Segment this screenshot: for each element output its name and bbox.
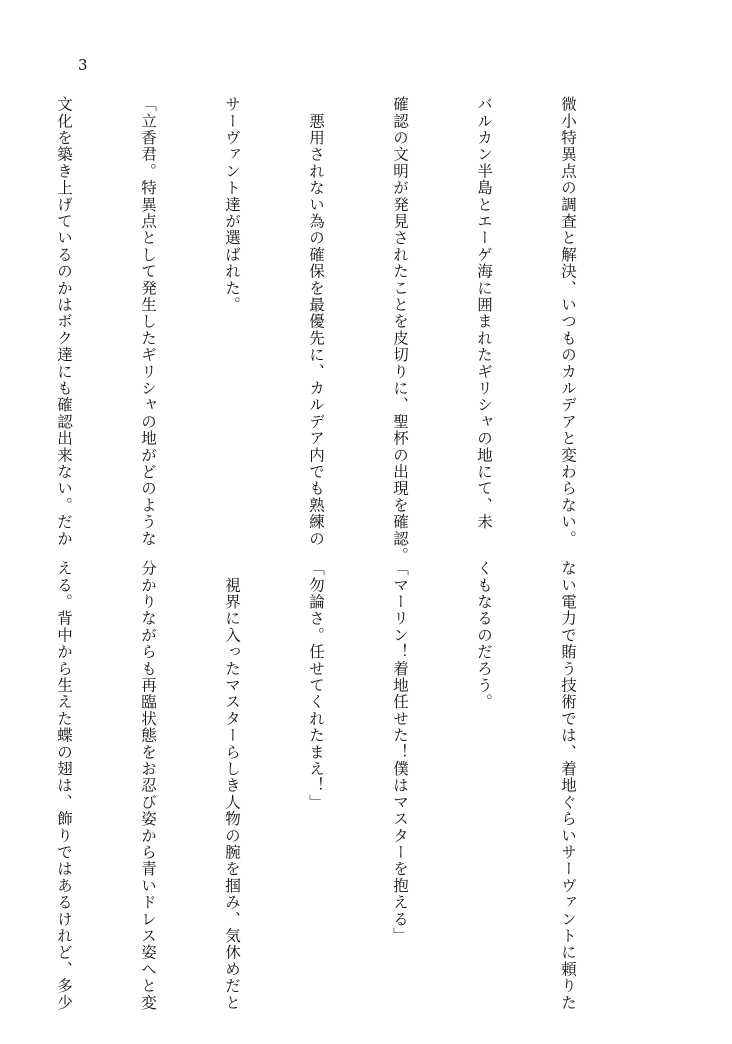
text-line: える。背中から生えた蝶の翅は、飾りではあるけれど、多少 [55,560,73,1011]
text-line: バルカン半島とエーゲ海に囲まれたギリシャの地にて、未 [475,96,493,531]
text-line: 微小特異点の調査と解決、いつものカルデアと変わらない。 [559,96,577,547]
text-line: 「勿論さ。任せてくれたまえ！」 [307,560,325,811]
text-line: 悪用されない為の確保を最優先に、カルデア内でも熟練の [307,96,325,547]
text-block-bottom [55,560,638,1011]
text-line: ない電力で賄う技術では、着地ぐらいサーヴァントに頼りた [559,560,577,1011]
page-number: 3 [78,56,88,74]
text-line: 「マーリン！着地任せた！僕はマスターを抱える」 [391,560,409,945]
text-line: 分かりながらも再臨状態をお忍び姿から青いドレス姿へと変 [139,560,157,1011]
text-line: 「立香君。特異点として発生したギリシャの地がどのような [139,96,157,547]
text-line: くもなるのだろう。 [475,560,493,711]
text-line: 視界に入ったマスターらしき人物の腕を掴み、気休めだと [223,560,241,1011]
text-line: サーヴァント達が選ばれた。 [223,96,241,314]
text-line: 確認の文明が発見されたことを皮切りに、聖杯の出現を確認。 [391,96,409,564]
text-line: 文化を築き上げているのかはボク達にも確認出来ない。だか [55,96,73,547]
text-block-top [55,96,638,564]
